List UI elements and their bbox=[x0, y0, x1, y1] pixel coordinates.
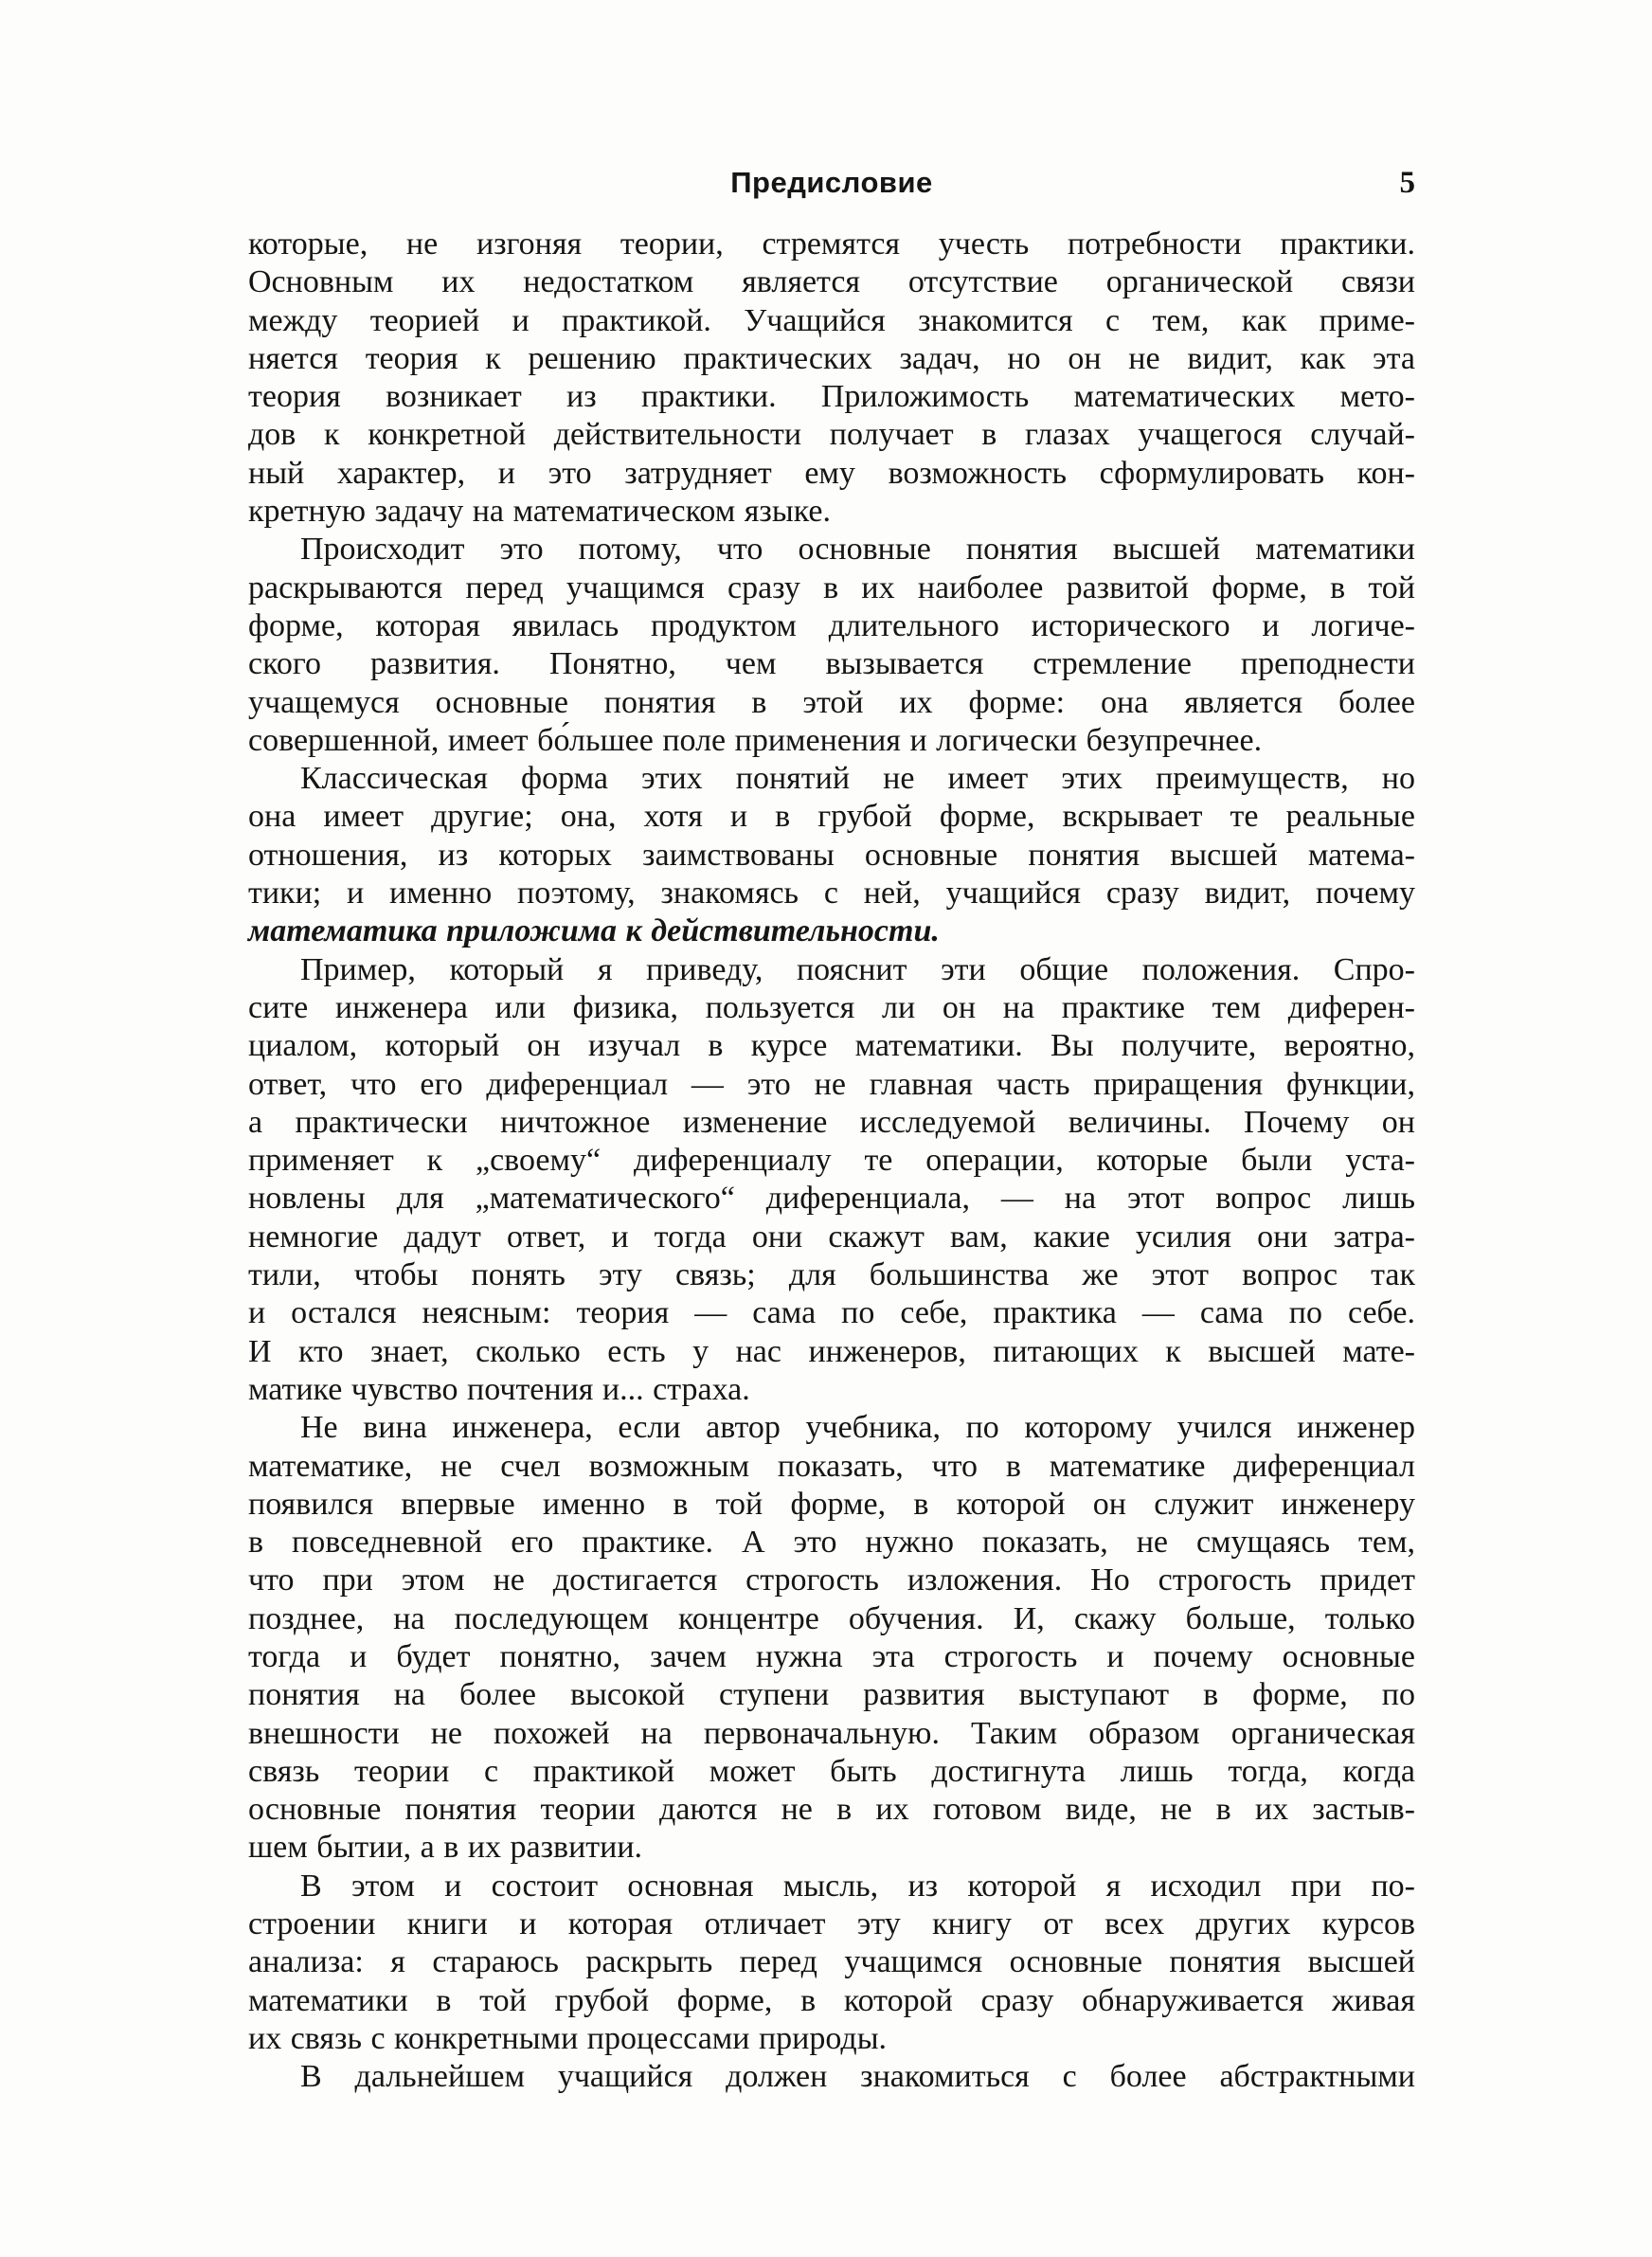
text-line: тогда и будет понятно, зачем нужна эта строгость и почему основные bbox=[248, 1638, 1415, 1674]
text-line: отношения, из которых заимствованы основные понятия высшей матема- bbox=[248, 837, 1415, 873]
text-line: внешности не похожей на первоначальную. Таким образом органическая bbox=[248, 1715, 1415, 1751]
text-line: появился впервые именно в той форме, в которой он служит инженеру bbox=[248, 1486, 1415, 1522]
text-line: раскрываются перед учащимся сразу в их наиболее развитой форме, в той bbox=[248, 569, 1415, 605]
paragraph-1 bbox=[248, 226, 1415, 531]
italic-text-line: математика приложима к действительности. bbox=[248, 913, 940, 949]
text-line: что при этом не достигается строгость изложения. Но строгость придет bbox=[248, 1562, 1415, 1598]
text-line: которые, не изгоняя теории, стремятся учесть потребности практики. bbox=[248, 226, 1415, 262]
text-line: форме, которая явилась продуктом длительного исторического и логиче- bbox=[248, 607, 1415, 643]
text-line: тили, чтобы понять эту связь; для большинства же этот вопрос так bbox=[248, 1257, 1415, 1293]
body-text bbox=[248, 226, 1415, 2097]
text-line: учащемуся основные понятия в этой их форме: она является более bbox=[248, 684, 1415, 720]
text-line: основные понятия теории даются не в их готовом виде, не в их застыв- bbox=[248, 1792, 1415, 1828]
text-line: Пример, который я приведу, пояснит эти общие положения. Спро- bbox=[300, 951, 1415, 987]
text-line: связь теории с практикой может быть достигнута лишь тогда, когда bbox=[248, 1753, 1415, 1789]
text-line: и остался неясным: теория — сама по себе, практика — сама по себе. bbox=[248, 1295, 1415, 1331]
text-line: В дальнейшем учащийся должен знакомиться с более абстрактными bbox=[300, 2059, 1415, 2095]
text-line: Основным их недостатком является отсутствие органической связи bbox=[248, 264, 1415, 300]
text-line: циалом, который он изучал в курсе математики. Вы получите, вероятно, bbox=[248, 1028, 1415, 1064]
text-line: матике чувство почтения и... страха. bbox=[248, 1371, 750, 1407]
text-line: тики; и именно поэтому, знакомясь с ней, учащийся сразу видит, почему bbox=[248, 876, 1415, 912]
text-line: новлены для „математического“ диференциала, — на этот вопрос лишь bbox=[248, 1181, 1415, 1217]
text-line: теория возникает из практики. Приложимость математических мето- bbox=[248, 379, 1415, 415]
text-line: Происходит это потому, что основные понятия высшей математики bbox=[300, 532, 1415, 568]
paragraph-6 bbox=[248, 1868, 1415, 2058]
page-header bbox=[248, 159, 1415, 207]
text-line: строении книги и которая отличает эту книгу от всех других курсов bbox=[248, 1906, 1415, 1942]
text-line: дов к конкретной действительности получает в глазах учащегося случай- bbox=[248, 417, 1415, 453]
paragraph-2 bbox=[248, 531, 1415, 760]
text-line: шем бытии, а в их развитии. bbox=[248, 1830, 643, 1866]
page-number: 5 bbox=[1399, 166, 1415, 200]
text-line: ный характер, и это затрудняет ему возможность сформулировать кон- bbox=[248, 455, 1415, 491]
text-line: В этом и состоит основная мысль, из которой я исходил при по- bbox=[300, 1868, 1415, 1904]
text-line: в повседневной его практике. А это нужно показать, не смущаясь тем, bbox=[248, 1525, 1415, 1561]
text-line: кретную задачу на математическом языке. bbox=[248, 494, 831, 530]
paragraph-4 bbox=[248, 951, 1415, 1410]
text-line: их связь с конкретными процессами природы. bbox=[248, 2020, 888, 2056]
text-line: няется теория к решению практических задач, но он не видит, как эта bbox=[248, 340, 1415, 376]
text-line: совершенной, имеет бо́льшее поле применения и логически безупречнее. bbox=[248, 722, 1263, 758]
text-line: сите инженера или физика, пользуется ли он на практике тем диферен- bbox=[248, 989, 1415, 1025]
page-title: Предисловие bbox=[730, 166, 933, 199]
paragraph-5 bbox=[248, 1409, 1415, 1868]
text-line: позднее, на последующем концентре обучения. И, скажу больше, только bbox=[248, 1600, 1415, 1636]
text-line: ского развития. Понятно, чем вызывается стремление преподнести bbox=[248, 646, 1415, 682]
text-line: понятия на более высокой ступени развития выступают в форме, по bbox=[248, 1677, 1415, 1713]
text-line: немногие дадут ответ, и тогда они скажут вам, какие усилия они затра- bbox=[248, 1219, 1415, 1255]
paragraph-3 bbox=[248, 760, 1415, 950]
text-line: математике, не счел возможным показать, что в математике диференциал bbox=[248, 1448, 1415, 1484]
text-line: анализа: я стараюсь раскрыть перед учащимся основные понятия высшей bbox=[248, 1944, 1415, 1980]
text-line: применяет к „своему“ диференциалу те операции, которые были уста- bbox=[248, 1143, 1415, 1179]
paragraph-7 bbox=[248, 2058, 1415, 2096]
text-line: а практически ничтожное изменение исследуемой величины. Почему он bbox=[248, 1104, 1415, 1140]
text-line: между теорией и практикой. Учащийся знакомится с тем, как приме- bbox=[248, 302, 1415, 338]
text-line: И кто знает, сколько есть у нас инженеров, питающих к высшей мате- bbox=[248, 1333, 1415, 1369]
text-line: ответ, что его диференциал — это не главная часть приращения функции, bbox=[248, 1066, 1415, 1102]
text-line: она имеет другие; она, хотя и в грубой форме, вскрывает те реальные bbox=[248, 799, 1415, 835]
text-line: Классическая форма этих понятий не имеет этих преимуществ, но bbox=[300, 761, 1415, 797]
text-line: Не вина инженера, если автор учебника, по которому учился инженер bbox=[300, 1410, 1415, 1446]
text-line: математики в той грубой форме, в которой сразу обнаруживается живая bbox=[248, 1982, 1415, 2018]
